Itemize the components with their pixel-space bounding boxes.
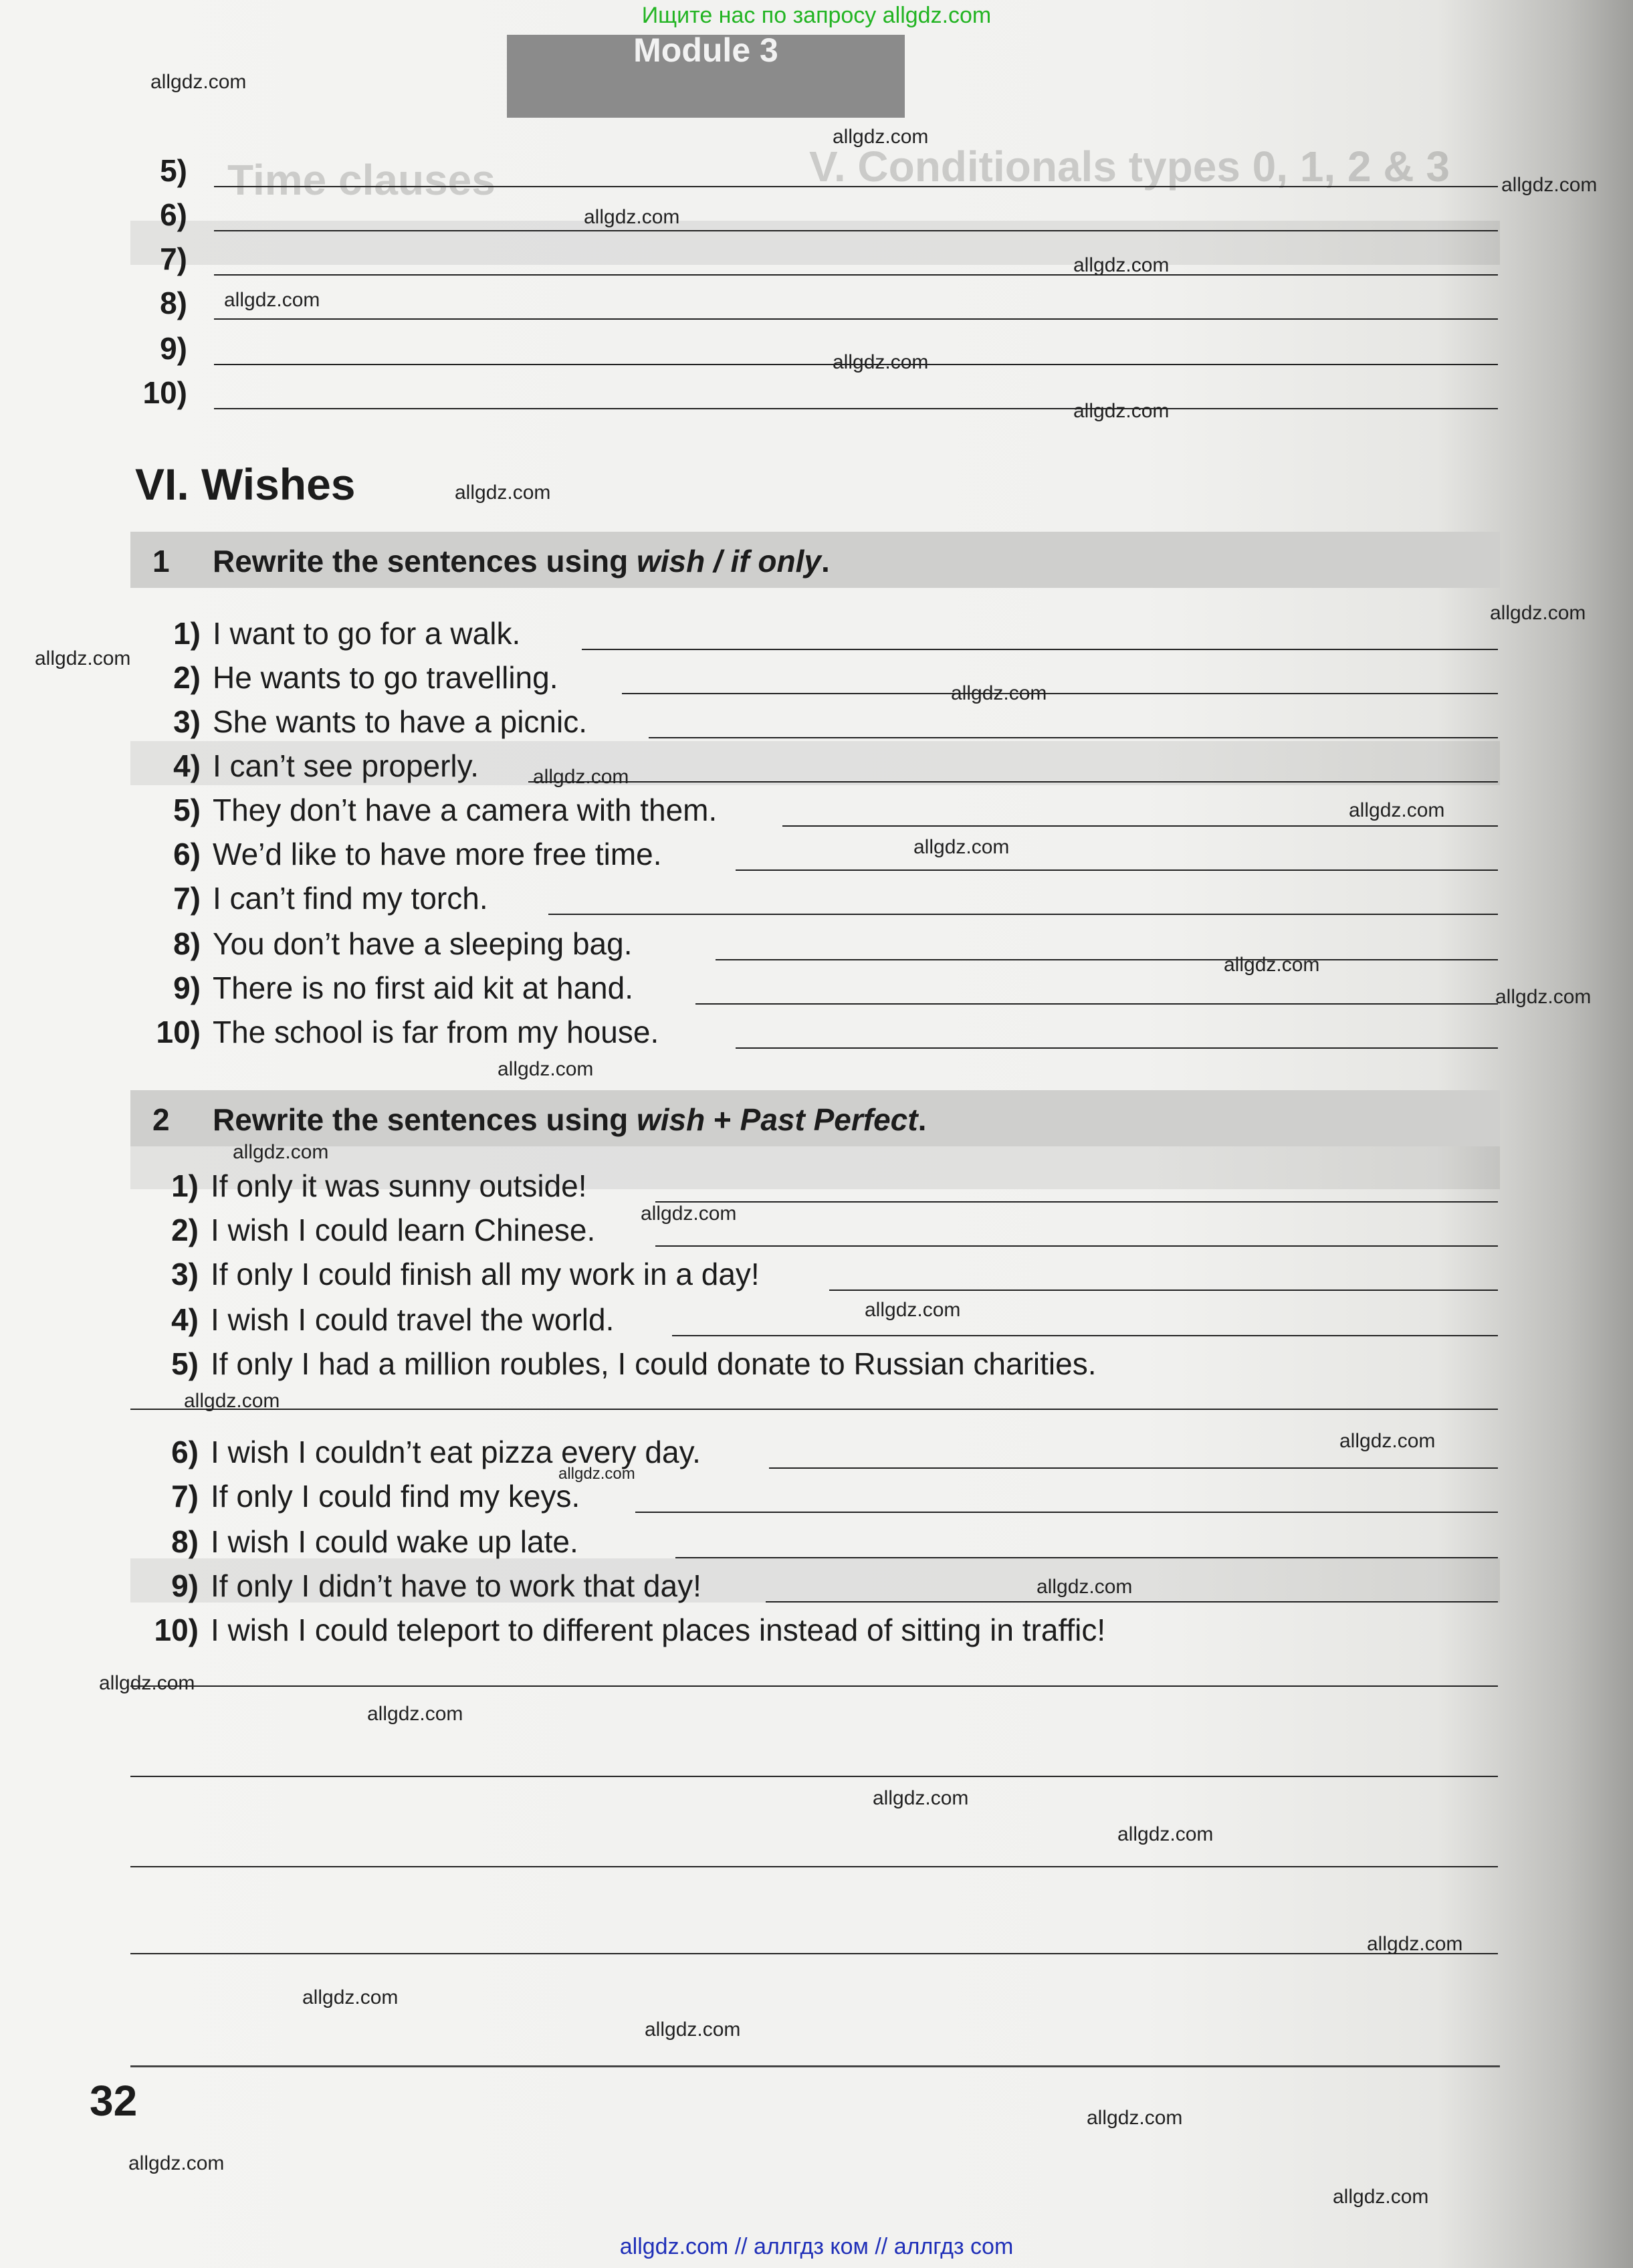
answer-line[interactable] xyxy=(655,1201,1498,1203)
item-number: 6) xyxy=(171,1435,199,1469)
answer-line[interactable] xyxy=(622,693,1498,694)
item-text: I wish I could travel the world. xyxy=(211,1302,615,1337)
item-text: They don’t have a camera with them. xyxy=(213,793,718,827)
watermark: allgdz.com xyxy=(833,351,929,373)
item-text: I can’t find my torch. xyxy=(213,881,488,916)
item-number: 10) xyxy=(156,1015,201,1049)
item-number: 8) xyxy=(173,926,201,961)
answer-line[interactable] xyxy=(130,1409,1498,1410)
item-number: 3) xyxy=(171,1257,199,1292)
bottom-notice: allgdz.com // аллгдз ком // аллгдз com xyxy=(619,2234,1014,2259)
answer-line[interactable] xyxy=(736,869,1498,871)
task-2-instruction-em2: Past Perfect xyxy=(740,1102,918,1137)
answer-line[interactable] xyxy=(672,1335,1498,1336)
task-2-item xyxy=(154,1612,1106,1648)
answer-line[interactable] xyxy=(214,318,1498,320)
blank-line-number: 9) xyxy=(160,331,187,366)
answer-line[interactable] xyxy=(130,1866,1498,1867)
ghost-band-1 xyxy=(130,221,1500,265)
answer-line[interactable] xyxy=(766,1601,1498,1603)
answer-line[interactable] xyxy=(214,274,1498,276)
page-number: 32 xyxy=(90,2077,138,2125)
watermark: allgdz.com xyxy=(1333,2186,1429,2208)
task-2-item xyxy=(171,1302,615,1338)
answer-line[interactable] xyxy=(782,825,1498,827)
task-2-instruction-em1: wish xyxy=(636,1102,705,1137)
task-2-item xyxy=(171,1568,701,1604)
item-text: You don’t have a sleeping bag. xyxy=(213,926,633,961)
item-number: 10) xyxy=(154,1613,199,1647)
task-2-item xyxy=(171,1478,580,1514)
task-2-number: 2 xyxy=(152,1102,170,1137)
task-2-instruction-prefix: Rewrite the sentences using xyxy=(213,1102,637,1137)
watermark: allgdz.com xyxy=(558,1465,635,1483)
watermark: allgdz.com xyxy=(1117,1823,1214,1845)
answer-line[interactable] xyxy=(214,408,1498,409)
answer-line[interactable] xyxy=(582,649,1498,650)
answer-line[interactable] xyxy=(214,186,1498,187)
item-text: The school is far from my house. xyxy=(213,1015,659,1049)
task-1-item xyxy=(173,659,558,696)
task-1-item xyxy=(173,792,718,828)
watermark: allgdz.com xyxy=(913,836,1010,858)
task-1-number: 1 xyxy=(152,544,170,579)
item-number: 2) xyxy=(171,1213,199,1247)
footer-rule xyxy=(130,2065,1500,2067)
answer-line[interactable] xyxy=(695,1003,1498,1005)
answer-line[interactable] xyxy=(130,1776,1498,1777)
item-text: I wish I could teleport to different places instead of sitting in traffic! xyxy=(211,1613,1106,1647)
item-number: 9) xyxy=(173,970,201,1005)
task-1-instruction xyxy=(213,543,830,579)
task-1-item xyxy=(156,1014,659,1050)
watermark: allgdz.com xyxy=(1501,174,1598,196)
item-text: If only I could find my keys. xyxy=(211,1479,580,1514)
task-1-item xyxy=(173,748,479,784)
item-text: If only it was sunny outside! xyxy=(211,1168,587,1203)
item-number: 1) xyxy=(173,616,201,651)
item-number: 7) xyxy=(173,881,201,916)
answer-line[interactable] xyxy=(130,1685,1498,1687)
item-text: I want to go for a walk. xyxy=(213,616,521,651)
answer-line[interactable] xyxy=(769,1467,1498,1469)
watermark: allgdz.com xyxy=(35,647,131,669)
watermark: allgdz.com xyxy=(1037,1576,1133,1598)
watermark: allgdz.com xyxy=(498,1058,594,1080)
watermark: allgdz.com xyxy=(224,289,320,311)
watermark: allgdz.com xyxy=(128,2152,225,2174)
watermark: allgdz.com xyxy=(1339,1430,1436,1452)
task-2-item xyxy=(171,1524,578,1560)
watermark: allgdz.com xyxy=(865,1299,961,1321)
watermark: allgdz.com xyxy=(99,1672,195,1694)
watermark: allgdz.com xyxy=(1224,954,1320,976)
item-text: She wants to have a picnic. xyxy=(213,704,587,739)
item-text: We’d like to have more free time. xyxy=(213,837,662,871)
answer-line[interactable] xyxy=(548,914,1498,915)
watermark: allgdz.com xyxy=(1349,799,1445,821)
task-1-item xyxy=(173,704,587,740)
watermark: allgdz.com xyxy=(645,2019,741,2041)
item-text: He wants to go travelling. xyxy=(213,660,558,695)
ghost-heading-left: Time clauses xyxy=(227,156,496,204)
answer-line[interactable] xyxy=(528,781,1498,783)
item-text: I can’t see properly. xyxy=(213,748,479,783)
item-number: 1) xyxy=(171,1168,199,1203)
item-number: 6) xyxy=(173,837,201,871)
answer-line[interactable] xyxy=(675,1557,1498,1558)
answer-line[interactable] xyxy=(214,230,1498,231)
answer-line[interactable] xyxy=(635,1512,1498,1513)
watermark: allgdz.com xyxy=(1495,986,1592,1008)
watermark: allgdz.com xyxy=(1087,2107,1183,2129)
answer-line[interactable] xyxy=(130,1953,1498,1954)
item-text: I wish I could learn Chinese. xyxy=(211,1213,596,1247)
watermark: allgdz.com xyxy=(455,482,551,504)
task-2-item xyxy=(171,1212,596,1248)
watermark: allgdz.com xyxy=(833,126,929,148)
item-number: 4) xyxy=(173,748,201,783)
item-number: 5) xyxy=(171,1346,199,1381)
answer-line[interactable] xyxy=(716,959,1498,960)
module-tab xyxy=(507,31,905,118)
item-number: 5) xyxy=(173,793,201,827)
watermark: allgdz.com xyxy=(1367,1933,1463,1955)
blank-line-number: 8) xyxy=(160,286,187,320)
item-text: I wish I could wake up late. xyxy=(211,1524,578,1559)
task-2-instruction-suffix: . xyxy=(917,1102,927,1137)
answer-line[interactable] xyxy=(649,737,1498,738)
task-2-instruction-mid: + xyxy=(705,1102,740,1137)
watermark: allgdz.com xyxy=(951,682,1047,704)
item-text: If only I had a million roubles, I could donate to Russian charities. xyxy=(211,1346,1097,1381)
item-number: 3) xyxy=(173,704,201,739)
task-2-item xyxy=(171,1256,760,1292)
blank-line-number: 10) xyxy=(142,375,187,410)
watermark: allgdz.com xyxy=(873,1787,969,1809)
item-number: 4) xyxy=(171,1302,199,1337)
item-text: I wish I couldn’t eat pizza every day. xyxy=(211,1435,701,1469)
item-number: 8) xyxy=(171,1524,199,1559)
task-2-instruction xyxy=(213,1102,926,1138)
top-notice: Ищите нас по запросу allgdz.com xyxy=(641,3,992,28)
watermark: allgdz.com xyxy=(584,206,680,228)
item-text: If only I didn’t have to work that day! xyxy=(211,1568,701,1603)
item-number: 7) xyxy=(171,1479,199,1514)
watermark: allgdz.com xyxy=(150,71,247,93)
blank-line-number: 7) xyxy=(160,241,187,276)
ghost-heading-right: V. Conditionals types 0, 1, 2 & 3 xyxy=(809,142,1450,191)
answer-line[interactable] xyxy=(736,1047,1498,1049)
task-1-item xyxy=(173,926,633,962)
blank-line-number: 6) xyxy=(160,197,187,232)
task-1-item xyxy=(173,836,662,872)
watermark: allgdz.com xyxy=(1490,602,1586,624)
watermark: allgdz.com xyxy=(184,1390,280,1412)
item-text: If only I could finish all my work in a day! xyxy=(211,1257,760,1292)
task-1-instruction-suffix: . xyxy=(821,544,830,579)
module-tab-label: Module 3 xyxy=(633,31,778,69)
task-2-item xyxy=(171,1346,1097,1382)
answer-line[interactable] xyxy=(829,1290,1498,1291)
blank-line-number: 5) xyxy=(160,153,187,188)
task-1-item xyxy=(173,615,521,651)
item-number: 9) xyxy=(171,1568,199,1603)
watermark: allgdz.com xyxy=(1073,400,1170,422)
task-2-item xyxy=(171,1168,587,1204)
task-1-item xyxy=(173,970,633,1006)
watermark: allgdz.com xyxy=(367,1703,463,1725)
item-number: 2) xyxy=(173,660,201,695)
item-text: There is no first aid kit at hand. xyxy=(213,970,633,1005)
watermark: allgdz.com xyxy=(1073,254,1170,276)
watermark: allgdz.com xyxy=(641,1203,737,1225)
section-title: VI. Wishes xyxy=(135,459,356,509)
answer-line[interactable] xyxy=(655,1245,1498,1247)
task-1-item xyxy=(173,880,488,916)
task-1-instruction-prefix: Rewrite the sentences using xyxy=(213,544,637,579)
watermark: allgdz.com xyxy=(533,766,629,788)
task-1-instruction-em: wish / if only xyxy=(636,544,821,579)
watermark: allgdz.com xyxy=(233,1141,329,1163)
watermark: allgdz.com xyxy=(302,1986,399,2008)
